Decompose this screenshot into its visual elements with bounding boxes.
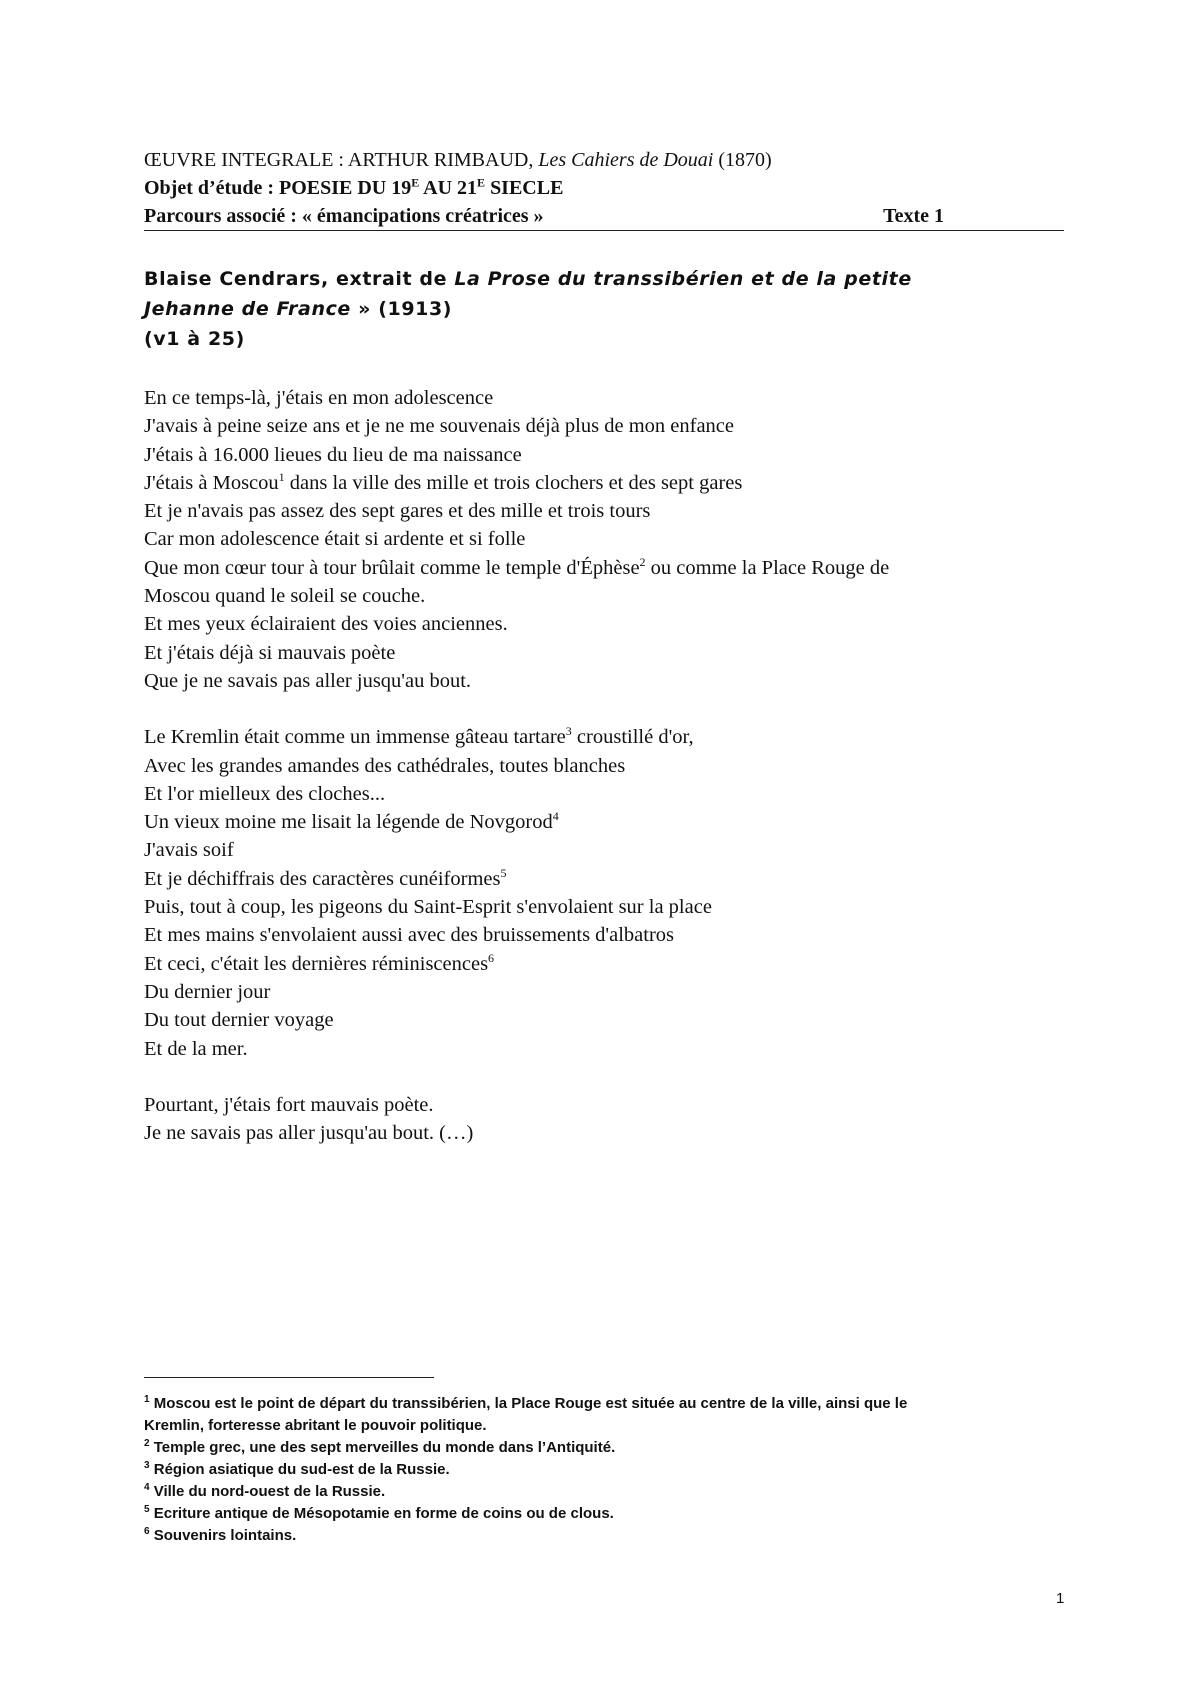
footnote-number: 1 <box>144 1394 150 1405</box>
verse-text: Le Kremlin était comme un immense gâteau tartare <box>144 726 566 749</box>
poem-verse <box>144 808 1084 836</box>
poem-verse <box>144 497 1084 525</box>
poem-verse <box>144 893 1084 921</box>
poem-verse <box>144 950 1084 978</box>
poem-text <box>144 384 1084 1175</box>
excerpt-title <box>144 264 1004 354</box>
footnote-text: Ecriture antique de Mésopotamie en forme de coins ou de clous. <box>153 1505 614 1522</box>
poem-verse <box>144 1091 1084 1119</box>
excerpt-title-line <box>144 264 1004 294</box>
poem-verse <box>144 1006 1084 1034</box>
verse-text: Et mes yeux éclairaient des voies anciennes. <box>144 613 508 636</box>
footnote-separator <box>144 1377 434 1378</box>
poem-verse <box>144 921 1084 949</box>
verse-text: Moscou quand le soleil se couche. <box>144 585 426 608</box>
header-study-lead: Objet d’étude : POESIE DU 19 <box>144 177 412 199</box>
verse-text: En ce temps-là, j'étais en mon adolescence <box>144 387 494 409</box>
header-work-title: Les Cahiers de Douai <box>538 149 714 171</box>
poem-verse <box>144 554 1084 582</box>
footnote-line <box>144 1437 1044 1459</box>
verse-text: Avec les grandes amandes des cathédrales, toutes blanches <box>144 754 626 777</box>
header-study-mid: AU 21 <box>419 177 478 199</box>
header-study-end: SIECLE <box>485 177 564 199</box>
verse-text: Que je ne savais pas aller jusqu'au bout. <box>144 669 472 692</box>
header-work-line <box>144 146 1064 174</box>
page-number: 1 <box>1056 1590 1065 1607</box>
poem-verse <box>144 412 1084 440</box>
footnote-reference: 4 <box>552 809 559 824</box>
poem-verse <box>144 1035 1084 1063</box>
verse-text: dans la ville des mille et trois clochers et des sept gares <box>284 471 743 494</box>
footnote-text: Temple grec, une des sept merveilles du monde dans l’Antiquité. <box>153 1439 616 1456</box>
verse-text: Pourtant, j'étais fort mauvais poète. <box>144 1093 434 1116</box>
verse-text: Puis, tout à coup, les pigeons du Saint-Esprit s'envolaient sur la place <box>144 896 712 919</box>
poem-verse <box>144 639 1084 667</box>
footnote-line <box>144 1481 1044 1503</box>
footnote-text: Kremlin, forteresse abritant le pouvoir politique. <box>144 1417 487 1434</box>
verse-text: Que mon cœur tour à tour brûlait comme le temple d'Éphèse <box>144 556 640 579</box>
verse-text: Car mon adolescence était si ardente et si folle <box>144 528 526 551</box>
excerpt-work-title: Jehanne de France <box>144 298 351 320</box>
footnote-line <box>144 1393 1044 1415</box>
poem-verse <box>144 525 1084 553</box>
poem-verse <box>144 610 1084 638</box>
footnote-number: 5 <box>144 1504 150 1515</box>
excerpt-work-title: La Prose du transsibérien et de la petite <box>454 268 912 290</box>
header-work-year: (1870) <box>713 149 772 171</box>
excerpt-author: Blaise Cendrars, extrait de <box>144 268 455 290</box>
header-parcours-line <box>144 202 1064 231</box>
footnote-number: 4 <box>144 1482 150 1493</box>
poem-verse <box>144 752 1084 780</box>
verse-text: Et je n'avais pas assez des sept gares et des mille et trois tours <box>144 500 651 523</box>
poem-verse <box>144 469 1084 497</box>
verse-text: ou comme la Place Rouge de <box>645 556 890 579</box>
header-century-suffix: E <box>477 175 486 190</box>
verse-text: Et l'or mielleux des cloches... <box>144 782 386 805</box>
poem-verse <box>144 865 1084 893</box>
verse-text: croustillé d'or, <box>571 726 694 749</box>
footnote-text: Région asiatique du sud-est de la Russie. <box>153 1461 450 1478</box>
footnote-reference: 5 <box>500 865 507 880</box>
header-century-suffix: E <box>411 175 420 190</box>
verse-text: J'avais à peine seize ans et je ne me souvenais déjà plus de mon enfance <box>144 415 734 438</box>
footnote-reference: 3 <box>565 724 572 739</box>
excerpt-verse-range: (v1 à 25) <box>144 328 245 350</box>
header-study-object-line <box>144 174 1064 202</box>
footnote-line <box>144 1415 1044 1437</box>
footnote-item <box>144 1437 1044 1459</box>
poem-stanza <box>144 384 1084 695</box>
poem-verse <box>144 441 1084 469</box>
footnote-item <box>144 1393 1044 1437</box>
poem-stanza <box>144 1091 1084 1148</box>
poem-verse <box>144 667 1084 695</box>
verse-text: Du dernier jour <box>144 980 271 1003</box>
poem-verse <box>144 1119 1084 1147</box>
verse-text: Et j'étais déjà si mauvais poète <box>144 641 396 664</box>
footnotes <box>144 1393 1044 1547</box>
verse-text: Et mes mains s'envolaient aussi avec des bruissements d'albatros <box>144 924 675 947</box>
document-header <box>144 146 1064 231</box>
footnote-line <box>144 1525 1044 1547</box>
verse-text: Je ne savais pas aller jusqu'au bout. (…) <box>144 1122 474 1145</box>
footnote-item <box>144 1481 1044 1503</box>
verse-text: J'étais à 16.000 lieues du lieu de ma naissance <box>144 443 522 466</box>
footnote-line <box>144 1503 1044 1525</box>
verse-text: Du tout dernier voyage <box>144 1009 334 1032</box>
verse-text: Et ceci, c'était les dernières réminiscences <box>144 952 489 975</box>
footnote-item <box>144 1503 1044 1525</box>
footnote-reference: 6 <box>488 950 495 965</box>
header-parcours: Parcours associé : « émancipations créatrices » <box>144 205 544 227</box>
footnote-number: 2 <box>144 1438 150 1449</box>
footnote-number: 3 <box>144 1460 150 1471</box>
poem-verse <box>144 978 1084 1006</box>
footnote-line <box>144 1459 1044 1481</box>
verse-text: Et je déchiffrais des caractères cunéiformes <box>144 867 501 890</box>
poem-verse <box>144 836 1084 864</box>
footnote-item <box>144 1525 1044 1547</box>
text-number-label: Texte 1 <box>883 205 944 227</box>
verse-text: J'étais à Moscou <box>144 471 279 494</box>
header-work-lead: ŒUVRE INTEGRALE : ARTHUR RIMBAUD, <box>144 149 539 171</box>
footnote-text: Souvenirs lointains. <box>153 1527 297 1544</box>
poem-verse <box>144 384 1084 412</box>
poem-stanza <box>144 723 1084 1063</box>
footnote-item <box>144 1459 1044 1481</box>
verse-text: Un vieux moine me lisait la légende de Novgorod <box>144 811 553 834</box>
poem-verse <box>144 780 1084 808</box>
verse-text: J'avais soif <box>144 839 234 862</box>
poem-verse <box>144 582 1084 610</box>
excerpt-title-line <box>144 294 1004 324</box>
verse-text: Et de la mer. <box>144 1037 248 1060</box>
footnote-text: Moscou est le point de départ du transsibérien, la Place Rouge est située au centre de la ville, ainsi que le <box>153 1395 908 1412</box>
excerpt-year: » (1913) <box>350 298 453 320</box>
footnote-text: Ville du nord-ouest de la Russie. <box>153 1483 386 1500</box>
footnote-reference: 2 <box>639 554 646 569</box>
poem-verse <box>144 723 1084 751</box>
footnote-number: 6 <box>144 1526 150 1537</box>
footnote-reference: 1 <box>278 470 285 485</box>
